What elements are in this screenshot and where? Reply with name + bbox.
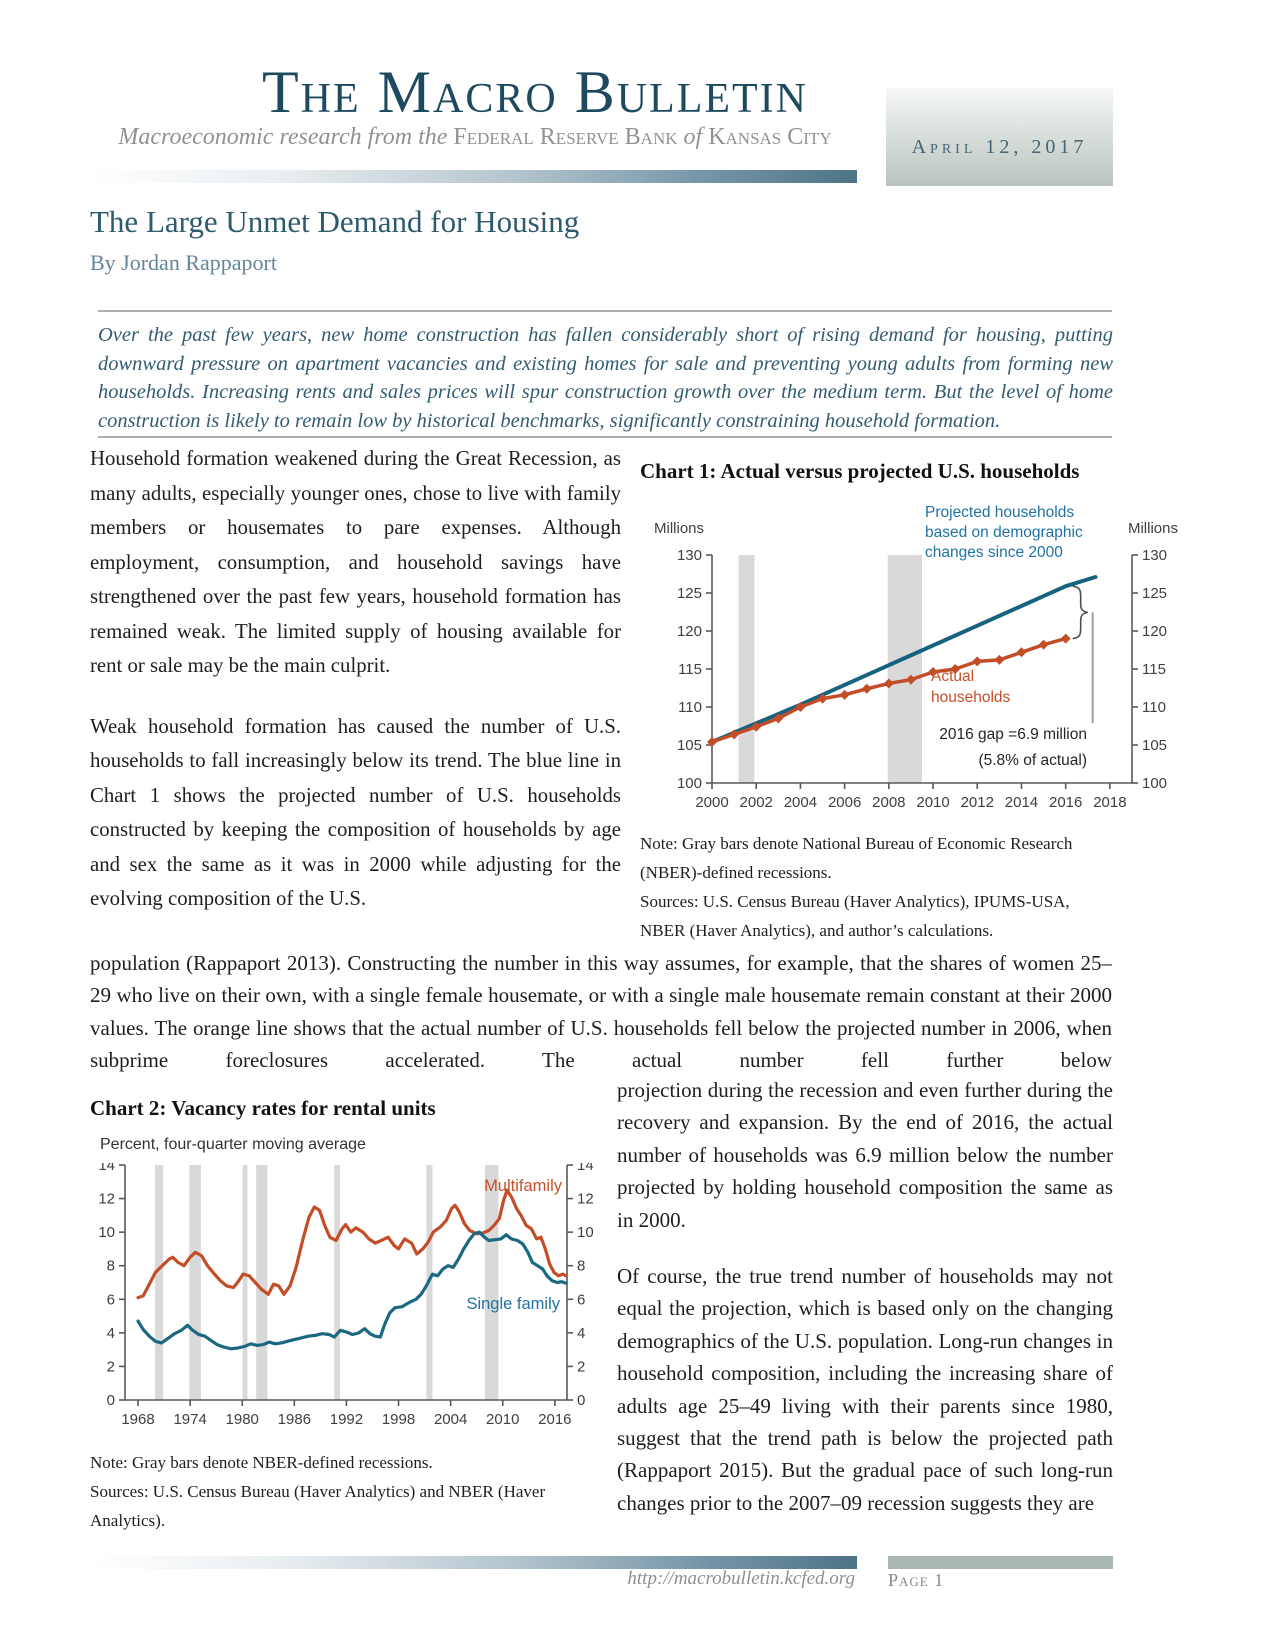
svg-text:2004: 2004 bbox=[783, 794, 818, 811]
svg-text:1992: 1992 bbox=[329, 1411, 364, 1428]
footer-gray-rule bbox=[888, 1556, 1113, 1569]
svg-text:120: 120 bbox=[1142, 623, 1168, 640]
article-title: The Large Unmet Demand for Housing bbox=[90, 204, 580, 239]
svg-text:2016: 2016 bbox=[538, 1411, 572, 1428]
chart1-canvas bbox=[640, 495, 1192, 817]
svg-text:2014: 2014 bbox=[1004, 794, 1039, 811]
svg-text:1986: 1986 bbox=[277, 1411, 312, 1428]
paragraph-full-width: population (Rappaport 2013). Constructing the number in this way assumes, for example, that the shares of women 25–29 who live on their own, with a single female housemate, or with a single male housemate remain constant at their 2000 values. The orange line shows that the actual number of U.S. households fell below the projected number in 2006, when subprime foreclosures accelerated. The actual number fell further below bbox=[90, 951, 1112, 1073]
svg-text:100: 100 bbox=[676, 775, 702, 792]
chart2-sources: Sources: U.S. Census Bureau (Haver Analytics) and NBER (Haver Analytics). bbox=[90, 1482, 546, 1530]
svg-text:2: 2 bbox=[106, 1358, 115, 1376]
svg-text:4: 4 bbox=[577, 1324, 586, 1342]
chart1-notes bbox=[640, 829, 1118, 945]
svg-text:2010: 2010 bbox=[486, 1411, 520, 1428]
svg-text:2016 gap =6.9 million: 2016 gap =6.9 million bbox=[939, 726, 1087, 743]
issue-date-box bbox=[886, 88, 1113, 186]
paragraph-1: Household formation weakened during the Great Recession, as many adults, especially younger ones, chose to live with family members or housemates to pare expenses. Although employment, consumption, and household savings have strengthened over the past few years, household formation has remained weak. The limited supply of housing available for rent or sale may be the main culprit. bbox=[90, 447, 621, 677]
chart2-title: Chart 2: Vacancy rates for rental units bbox=[90, 1096, 436, 1120]
svg-text:households: households bbox=[931, 689, 1011, 706]
svg-text:125: 125 bbox=[1142, 585, 1168, 602]
chart1-note: Note: Gray bars denote National Bureau of Economic Research (NBER)-defined recessions. bbox=[640, 834, 1073, 882]
svg-text:8: 8 bbox=[577, 1257, 586, 1275]
masthead-gradient-rule bbox=[90, 170, 857, 183]
issue-date: April 12, 2017 bbox=[911, 136, 1088, 158]
chart1-title: Chart 1: Actual versus projected U.S. households bbox=[640, 459, 1080, 483]
svg-text:1980: 1980 bbox=[225, 1411, 259, 1428]
chart2-subtitle: Percent, four-quarter moving average bbox=[100, 1136, 366, 1153]
abstract-divider-bottom bbox=[98, 436, 1112, 438]
svg-text:(5.8% of actual): (5.8% of actual) bbox=[978, 752, 1087, 769]
svg-text:Millions: Millions bbox=[1127, 520, 1178, 537]
svg-text:0: 0 bbox=[106, 1392, 115, 1409]
svg-text:Multifamily: Multifamily bbox=[484, 1177, 562, 1195]
svg-text:2004: 2004 bbox=[433, 1411, 468, 1428]
svg-text:105: 105 bbox=[676, 737, 702, 754]
footer-page-number: Page 1 bbox=[888, 1570, 945, 1590]
paragraph-4: Of course, the true trend number of households may not equal the projection, which is based only on the changing demographics of the U.S. population. Long-run changes in household composition, including the increasing share of adults age 25–49 living with their parents since 1980, suggest that the trend path is below the projected path (Rappaport 2015). But the gradual pace of such long-run changes prior to the 2007–09 recession suggests they are bbox=[617, 1264, 1113, 1515]
svg-text:115: 115 bbox=[678, 661, 702, 678]
svg-text:1968: 1968 bbox=[121, 1411, 155, 1428]
svg-text:2: 2 bbox=[577, 1358, 586, 1376]
paragraph-3: projection during the recession and even further during the recovery and expansion. By the end of 2016, the actual number of households was 6.9 million below the number projected by holding household composition the same as in 2000. bbox=[617, 1078, 1113, 1232]
svg-text:based on demographic: based on demographic bbox=[925, 524, 1083, 541]
svg-text:110: 110 bbox=[678, 699, 702, 716]
svg-text:1974: 1974 bbox=[173, 1411, 207, 1428]
svg-text:Millions: Millions bbox=[654, 520, 705, 537]
svg-text:130: 130 bbox=[1142, 547, 1168, 564]
tagline-mid: of bbox=[677, 124, 709, 150]
svg-text:10: 10 bbox=[577, 1224, 594, 1242]
svg-text:125: 125 bbox=[676, 585, 702, 602]
svg-text:Projected households: Projected households bbox=[925, 504, 1075, 521]
svg-text:Single family: Single family bbox=[466, 1295, 560, 1313]
svg-text:6: 6 bbox=[577, 1291, 586, 1309]
body-column-right bbox=[617, 1074, 1113, 1543]
svg-text:2010: 2010 bbox=[916, 794, 950, 811]
masthead-tagline bbox=[90, 124, 860, 151]
chart1-sources: Sources: U.S. Census Bureau (Haver Analytics), IPUMS-USA, NBER (Haver Analytics), and author’s calculations. bbox=[640, 892, 1070, 940]
svg-text:2018: 2018 bbox=[1093, 794, 1127, 811]
article-abstract: Over the past few years, new home construction has fallen considerably short of rising demand for housing, putting downward pressure on apartment vacancies and existing homes for sale and preventing young adults from forming new households. Increasing rents and sales prices will spur construction growth over the medium term. But the level of home construction is likely to remain low by historical benchmarks, significantly constraining household formation. bbox=[98, 324, 1113, 432]
svg-text:changes since 2000: changes since 2000 bbox=[925, 544, 1063, 561]
chart2-canvas bbox=[90, 1163, 610, 1435]
svg-text:2000: 2000 bbox=[695, 794, 729, 811]
article-byline: By Jordan Rappaport bbox=[90, 250, 277, 275]
svg-text:2006: 2006 bbox=[827, 794, 862, 811]
svg-text:10: 10 bbox=[98, 1224, 115, 1242]
svg-text:1998: 1998 bbox=[381, 1411, 416, 1428]
tagline-org: Federal Reserve Bank bbox=[453, 124, 678, 150]
chart1-figure bbox=[640, 452, 1192, 945]
svg-text:6: 6 bbox=[106, 1291, 115, 1309]
svg-text:12: 12 bbox=[98, 1190, 115, 1208]
svg-text:110: 110 bbox=[1142, 699, 1166, 716]
svg-text:130: 130 bbox=[676, 547, 702, 564]
tagline-city: Kansas City bbox=[708, 124, 832, 150]
tagline-pre: Macroeconomic research from the bbox=[118, 124, 454, 150]
chart2-notes bbox=[90, 1448, 558, 1535]
svg-text:4: 4 bbox=[106, 1324, 115, 1342]
masthead-title: The Macro Bulletin bbox=[262, 59, 808, 125]
abstract-divider-top bbox=[98, 310, 1112, 312]
body-column-left bbox=[90, 442, 621, 943]
svg-text:2012: 2012 bbox=[960, 794, 994, 811]
svg-text:12: 12 bbox=[577, 1190, 594, 1208]
footer-url: http://macrobulletin.kcfed.org bbox=[627, 1568, 855, 1589]
svg-text:2008: 2008 bbox=[872, 794, 906, 811]
svg-text:120: 120 bbox=[676, 623, 702, 640]
chart2-note: Note: Gray bars denote NBER-defined recessions. bbox=[90, 1453, 433, 1472]
svg-text:8: 8 bbox=[106, 1257, 115, 1275]
svg-text:2002: 2002 bbox=[739, 794, 773, 811]
svg-text:14: 14 bbox=[577, 1163, 594, 1174]
svg-text:Actual: Actual bbox=[931, 668, 975, 685]
svg-text:0: 0 bbox=[577, 1392, 586, 1409]
svg-text:115: 115 bbox=[1142, 661, 1166, 678]
svg-text:105: 105 bbox=[1142, 737, 1168, 754]
paragraph-2: Weak household formation has caused the number of U.S. households to fall increasingly below its trend. The blue line in Chart 1 shows the projected number of U.S. households constructed by keeping the composition of households by age and sex the same as it was in 2000 while adjusting for the evolving composition of the U.S. bbox=[90, 714, 621, 910]
svg-text:14: 14 bbox=[98, 1163, 115, 1174]
svg-text:2016: 2016 bbox=[1048, 794, 1083, 811]
svg-text:100: 100 bbox=[1142, 775, 1168, 792]
